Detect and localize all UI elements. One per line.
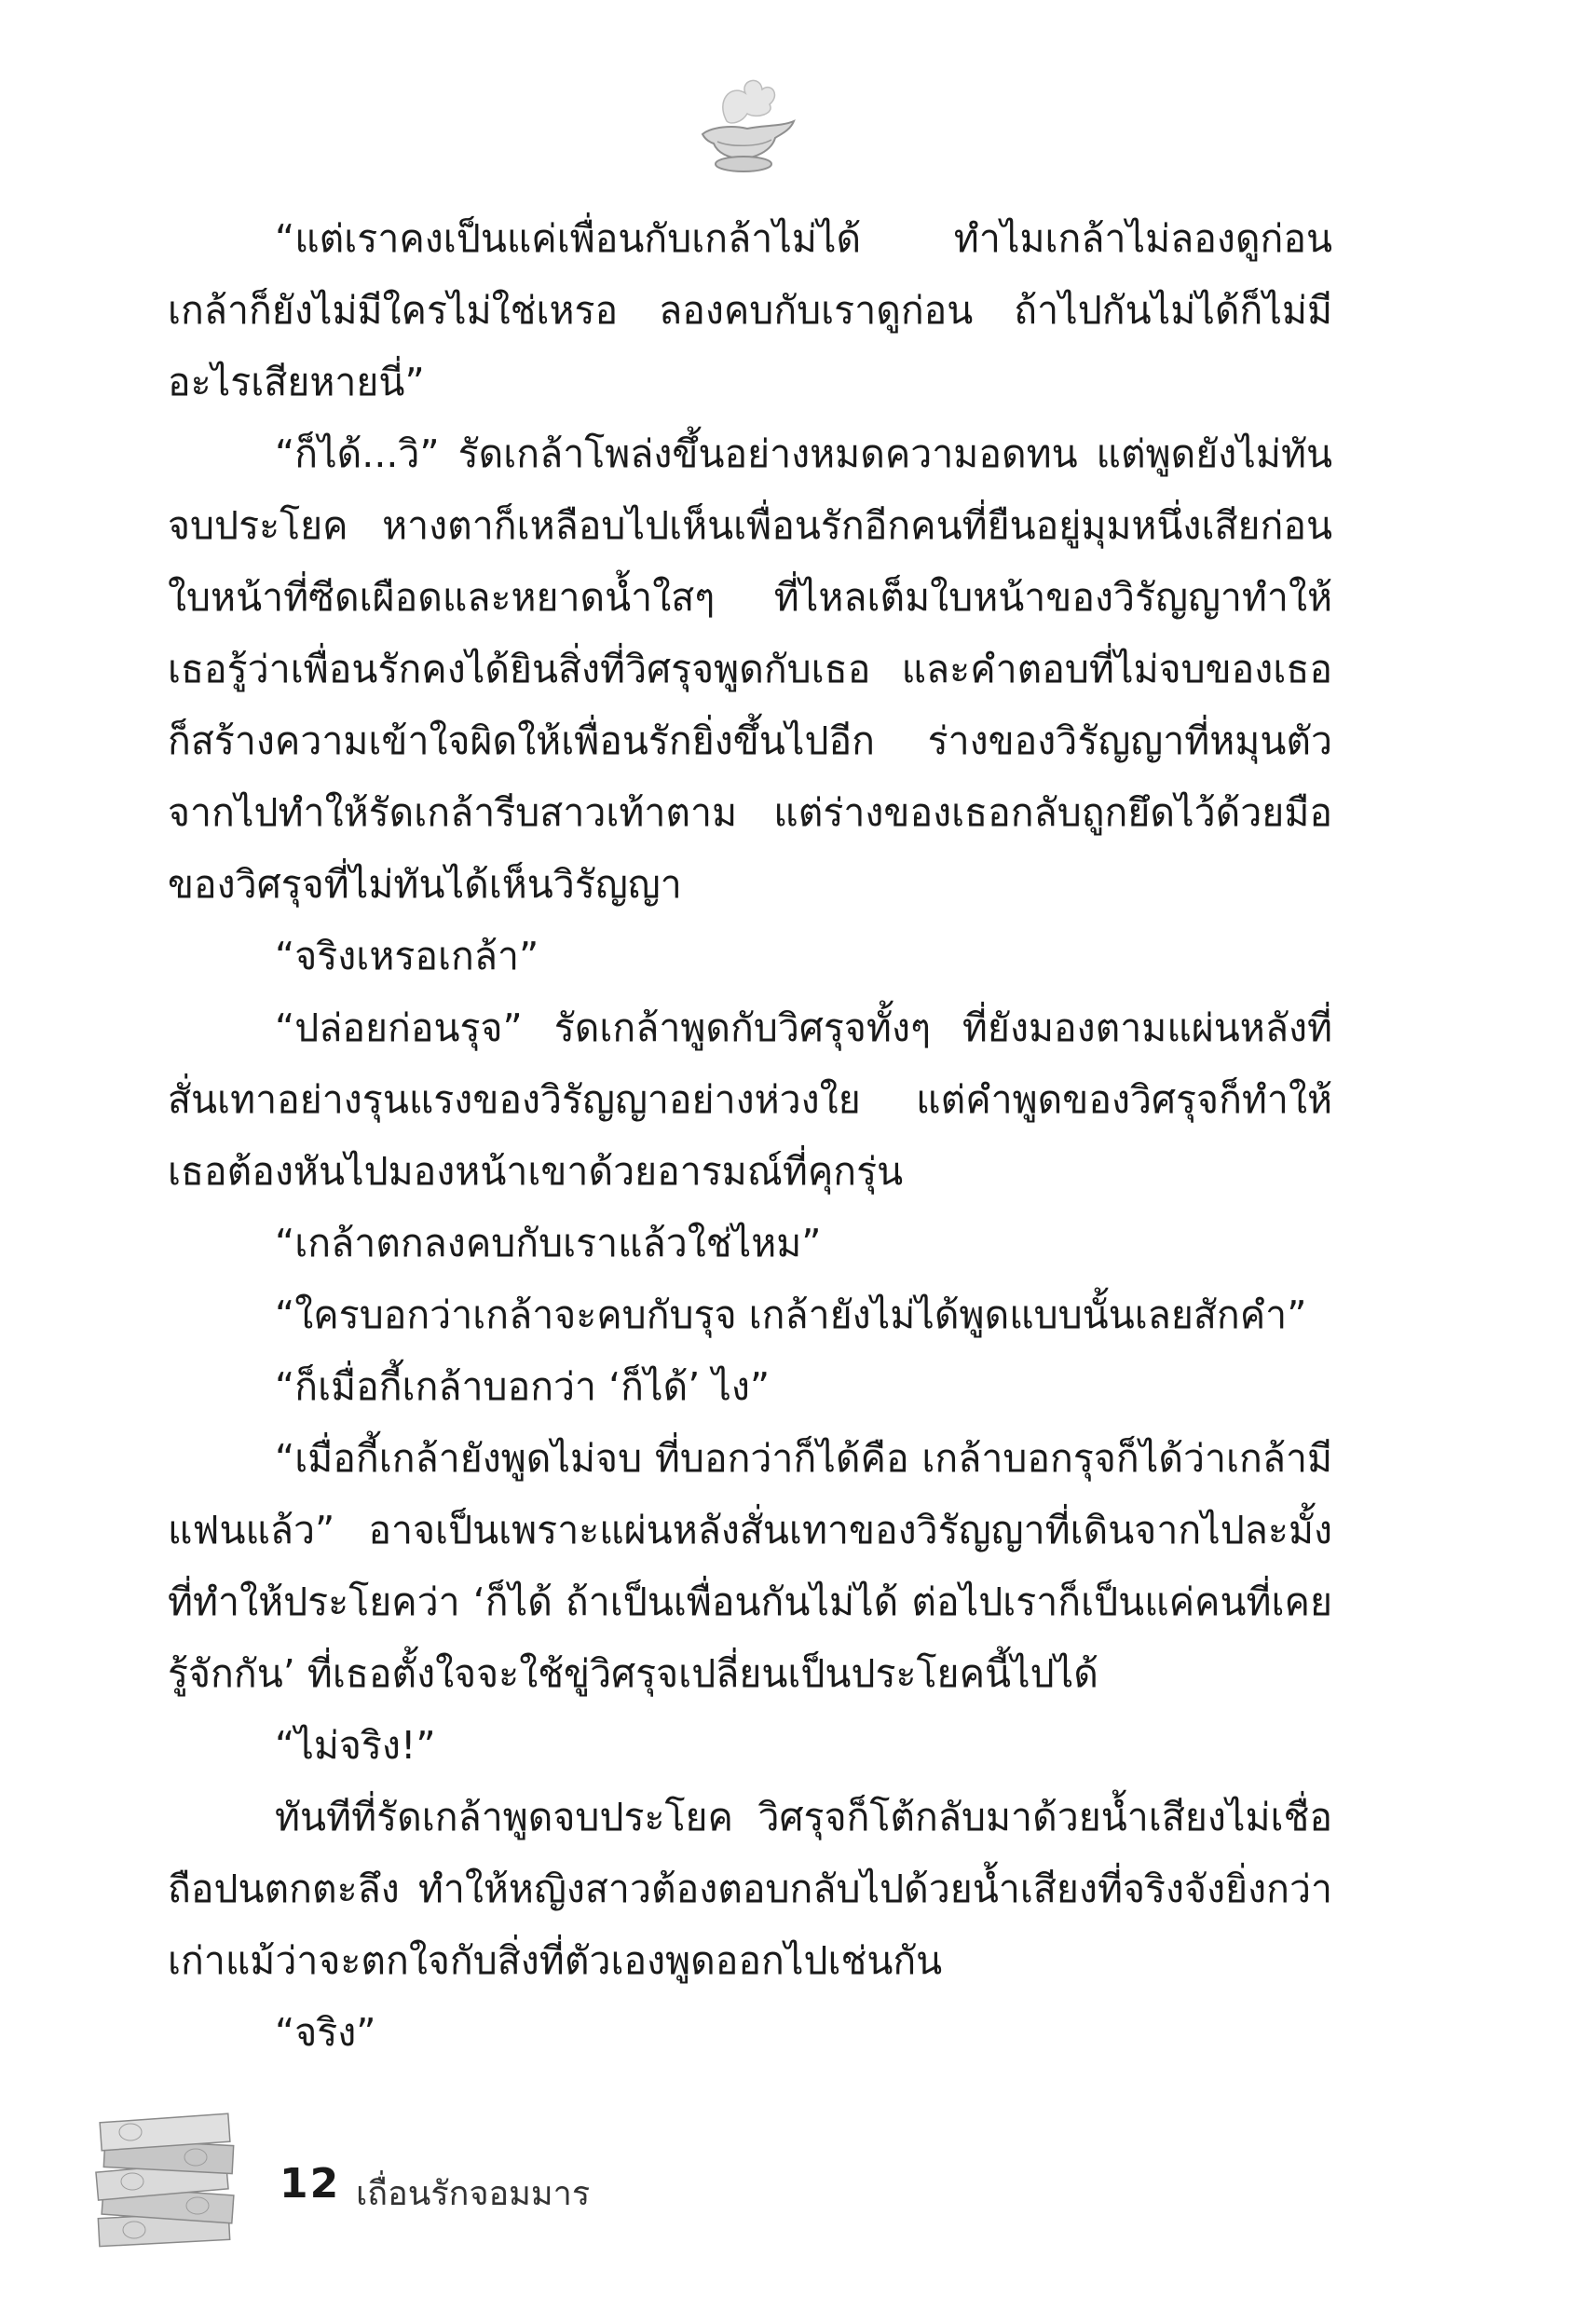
- paragraph: “ก็ได้...วิ” รัดเกล้าโพล่งขึ้นอย่างหมดความอดทน แต่พูดยังไม่ทันจบประโยค หางตาก็เหลือบไปเห็นเพื่อนรักอีกคนที่ยืนอยู่มุมหนึ่งเสียก่อน ใบหน้าที่ซีดเผือดและหยาดน้ำใสๆ ที่ไหลเต็มใบหน้าของวิรัญญาทำให้เธอรู้ว่าเพื่อนรักคงได้ยินสิ่งที่วิศรุจพูดกับเธอ และคำตอบที่ไม่จบของเธอก็สร้างความเข้าใจผิดให้เพื่อนรักยิ่งขึ้นไปอีก ร่างของวิรัญญาที่หมุนตัวจากไปทำให้รัดเกล้ารีบสาวเท้าตาม แต่ร่างของเธอกลับถูกยึดไว้ด้วยมือของวิศรุจที่ไม่ทันได้เห็นวิรัญญา: [168, 431, 1332, 907]
- money-stack-icon: [93, 2111, 242, 2250]
- book-title: เถื่อนรักจอมมาร: [356, 2175, 591, 2213]
- paragraph: “แต่เราคงเป็นแค่เพื่อนกับเกล้าไม่ได้ ทำไมเกล้าไม่ลองดูก่อน เกล้าก็ยังไม่มีใครไม่ใช่เหรอ ลองคบกับเราดูก่อน ถ้าไปกันไม่ได้ก็ไม่มีอะไรเสียหายนี่”: [168, 216, 1332, 404]
- paragraph: “ก็เมื่อกี้เกล้าบอกว่า ‘ก็ได้’ ไง”: [275, 1364, 771, 1409]
- paragraph: “ใครบอกว่าเกล้าจะคบกับรุจ เกล้ายังไม่ได้พูดแบบนั้นเลยสักคำ”: [275, 1292, 1307, 1337]
- page-number: 12: [280, 2160, 341, 2208]
- paragraph: “ปล่อยก่อนรุจ” รัดเกล้าพูดกับวิศรุจทั้งๆ ที่ยังมองตามแผ่นหลังที่สั่นเทาอย่างรุนแรงของวิรัญญาอย่างห่วงใย แต่คำพูดของวิศรุจก็ทำให้เธอต้องหันไปมองหน้าเขาด้วยอารมณ์ที่คุกรุ่น: [168, 1005, 1332, 1194]
- paragraph: “ไม่จริง!”: [275, 1723, 436, 1768]
- paragraph: “จริงเหรอเกล้า”: [275, 934, 539, 978]
- magic-lamp-icon: [689, 73, 805, 177]
- body-text: [168, 203, 1332, 2069]
- paragraph: ทันทีที่รัดเกล้าพูดจบประโยค วิศรุจก็โต้กลับมาด้วยน้ำเสียงไม่เชื่อถือปนตกตะลึง ทำให้หญิงสาวต้องตอบกลับไปด้วยน้ำเสียงที่จริงจังยิ่งกว่าเก่าแม้ว่าจะตกใจกับสิ่งที่ตัวเองพูดออกไปเช่นกัน: [168, 1795, 1332, 1983]
- paragraph: “จริง”: [275, 2010, 376, 2055]
- paragraph: “เมื่อกี้เกล้ายังพูดไม่จบ ที่บอกว่าก็ได้คือ เกล้าบอกรุจก็ได้ว่าเกล้ามีแฟนแล้ว” อาจเป็นเพราะแผ่นหลังสั่นเทาของวิรัญญาที่เดินจากไปละมั้งที่ทำให้ประโยคว่า ‘ก็ได้ ถ้าเป็นเพื่อนกันไม่ได้ ต่อไปเราก็เป็นแค่คนที่เคยรู้จักกัน’ ที่เธอตั้งใจจะใช้ขู่วิศรุจเปลี่ยนเป็นประโยคนี้ไปได้: [168, 1436, 1332, 1696]
- paragraph: “เกล้าตกลงคบกับเราแล้วใช่ไหม”: [275, 1221, 822, 1265]
